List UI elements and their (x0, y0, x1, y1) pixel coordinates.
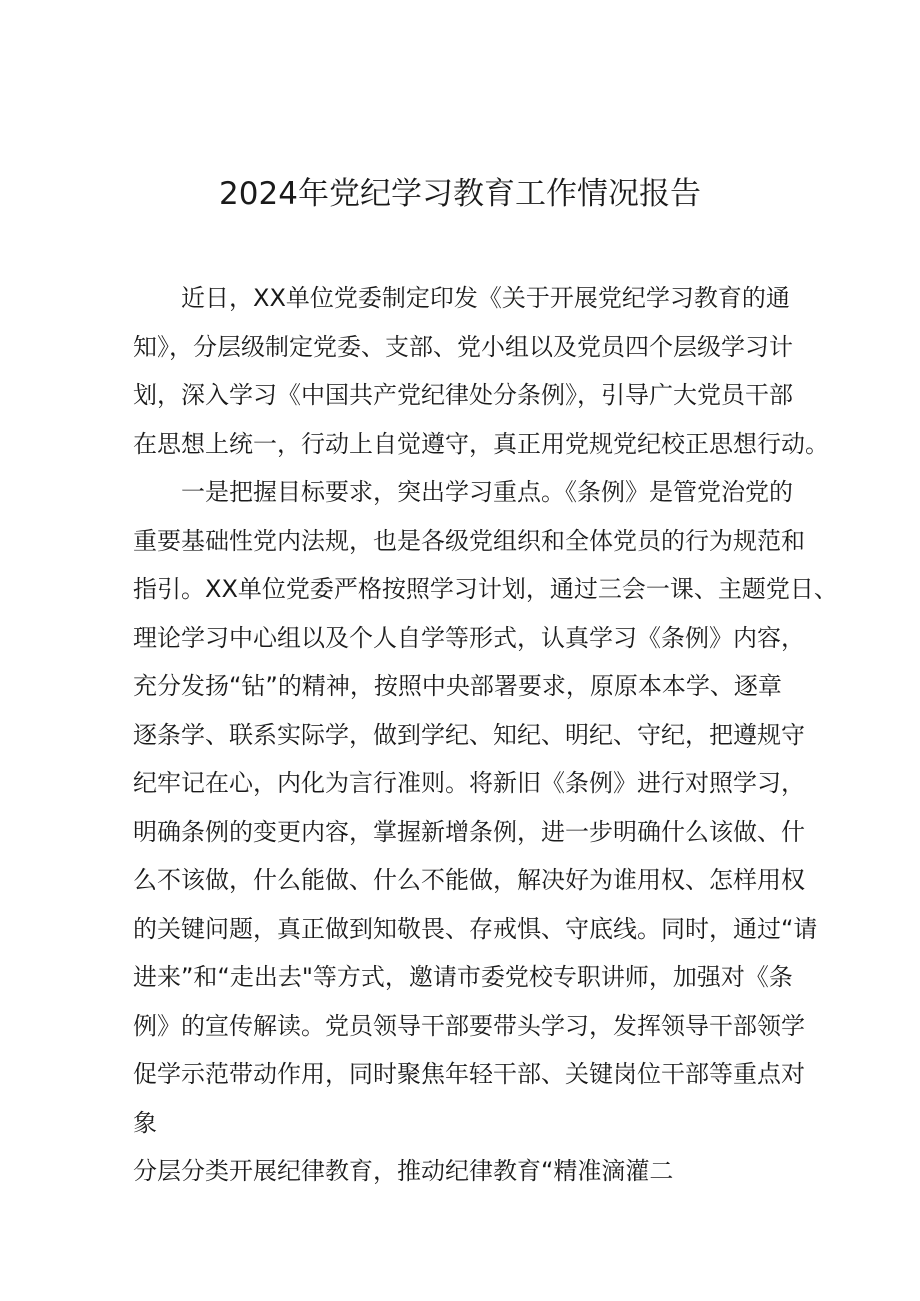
body-line: 例》的宣传解读。党员领导干部要带头学习，发挥领导干部领学 (133, 1011, 805, 1040)
body-line: 分层分类开展纪律教育，推动纪律教育“精准滴灌二 (133, 1157, 674, 1185)
body-line: 近日，XX单位党委制定印发《关于开展党纪学习教育的通 (181, 284, 790, 312)
body-line: 划，深入学习《中国共产党纪律处分条例》，引导广大党员干部 (133, 381, 793, 409)
body-line: 象 (133, 1108, 157, 1137)
body-line: 指引。XX单位党委严格按照学习计划，通过三会一课、主题党日、 (133, 575, 838, 603)
body-line: 明确条例的变更内容，掌握新增条例，进一步明确什么该做、什 (133, 817, 805, 846)
body-line: 纪牢记在心，内化为言行准则。将新旧《条例》进行对照学习， (133, 769, 805, 797)
body-line: 的关键问题，真正做到知敬畏、存戒惧、守底线。同时，通过“请 (133, 914, 818, 943)
body-line: 逐条学、联系实际学，做到学纪、知纪、明纪、守纪，把遵规守 (133, 720, 805, 749)
body-line: 进来”和“走出去"等方式，邀请市委党校专职讲师，加强对《条 (133, 963, 793, 991)
body-line: 充分发扬“钻”的精神，按照中央部署要求，原原本本学、逐章 (133, 672, 782, 700)
body-line: 理论学习中心组以及个人自学等形式，认真学习《条例》内容， (133, 623, 805, 652)
body-line: 知》，分层级制定党委、支部、党小组以及党员四个层级学习计 (133, 332, 793, 361)
body-line: 么不该做，什么能做、什么不能做，解决好为谁用权、怎样用权 (133, 866, 805, 894)
body-line: 促学示范带动作用，同时聚焦年轻干部、关键岗位干部等重点对 (133, 1060, 805, 1088)
document-title: 2024年党纪学习教育工作情况报告 (219, 176, 701, 212)
body-line: 在思想上统一，行动上自觉遵守，真正用党规党纪校正思想行动。 (133, 429, 829, 458)
body-line: 一是把握目标要求，突出学习重点。《条例》是管党治党的 (181, 478, 793, 506)
body-line: 重要基础性党内法规，也是各级党组织和全体党员的行为规范和 (133, 526, 805, 555)
